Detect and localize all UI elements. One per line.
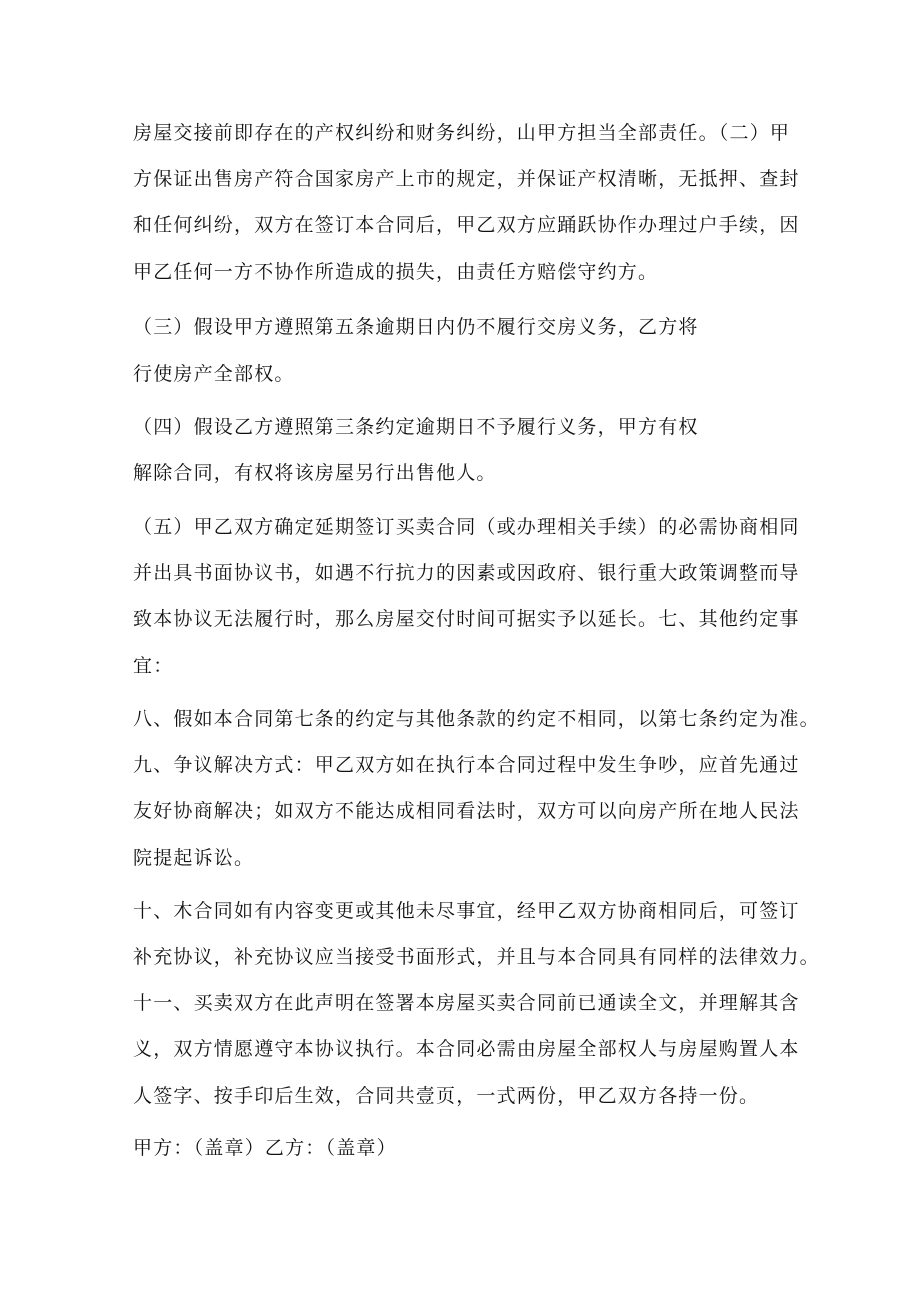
text-line: 房屋交接前即存在的产权纠纷和财务纠纷，山甲方担当全部责任。（二）甲 — [133, 122, 791, 144]
text-line: 义，双方情愿遵守本协议执行。本合同必需由房屋全部权人与房屋购置人本 — [133, 1038, 800, 1060]
text-line: （四）假设乙方遵照第三条约定逾期日不予履行义务，甲方有权 — [133, 416, 699, 438]
text-line: 补充协议，补充协议应当接受书面形式，并且与本合同具有同样的法律效力。 — [133, 946, 820, 968]
text-line: 方保证出售房产符合国家房产上市的规定，并保证产权清晰，无抵押、查封 — [133, 168, 800, 190]
text-line: （五）甲乙双方确定延期签订买卖合同（或办理相关手续）的必需协商相同 — [133, 516, 800, 538]
text-line: 九、争议解决方式：甲乙双方如在执行本合同过程中发生争吵，应首先通过 — [133, 754, 800, 776]
text-line: 院提起诉讼。 — [133, 847, 255, 869]
signature-line: 甲方：（盖章）乙方：（盖章） — [133, 1137, 397, 1159]
text-line: 致本协议无法履行时，那么房屋交付时间可据实予以延长。七、其他约定事 — [133, 608, 800, 630]
text-line: 十、木合同如有内容变更或其他未尽事宜，经甲乙双方协商相同后，可签订 — [133, 900, 800, 922]
text-line: 行使房产全部权。 — [133, 363, 295, 385]
text-line: 友好协商解决；如双方不能达成相同看法时，双方可以向房产所在地人民法 — [133, 800, 800, 822]
text-line: 十一、买卖双方在此声明在签署本房屋买卖合同前已通读全文，并理解其含 — [133, 992, 800, 1014]
text-line: 解除合同，有权将该房屋另行出售他人。 — [133, 462, 497, 484]
text-line: 宜： — [133, 655, 174, 677]
text-line: （三）假设甲方遵照第五条逾期日内仍不履行交房义务，乙方将 — [133, 316, 699, 338]
text-line: 八、假如本合同第七条的约定与其他条款的约定不相同，以第七条约定为准。 — [133, 708, 820, 730]
text-line: 并出具书面协议书，如遇不行抗力的因素或因政府、银行重大政策调整而导 — [133, 562, 800, 584]
text-line: 人签字、按手印后生效，合同共壹页，一式两份，甲乙双方各持一份。 — [133, 1085, 760, 1107]
text-line: 和任何纠纷，双方在签订本合同后，甲乙双方应踊跃协作办理过户手续，因 — [133, 214, 800, 236]
text-line: 甲乙任何一方不协作所造成的损失，由责任方赔偿守约方。 — [133, 261, 659, 283]
